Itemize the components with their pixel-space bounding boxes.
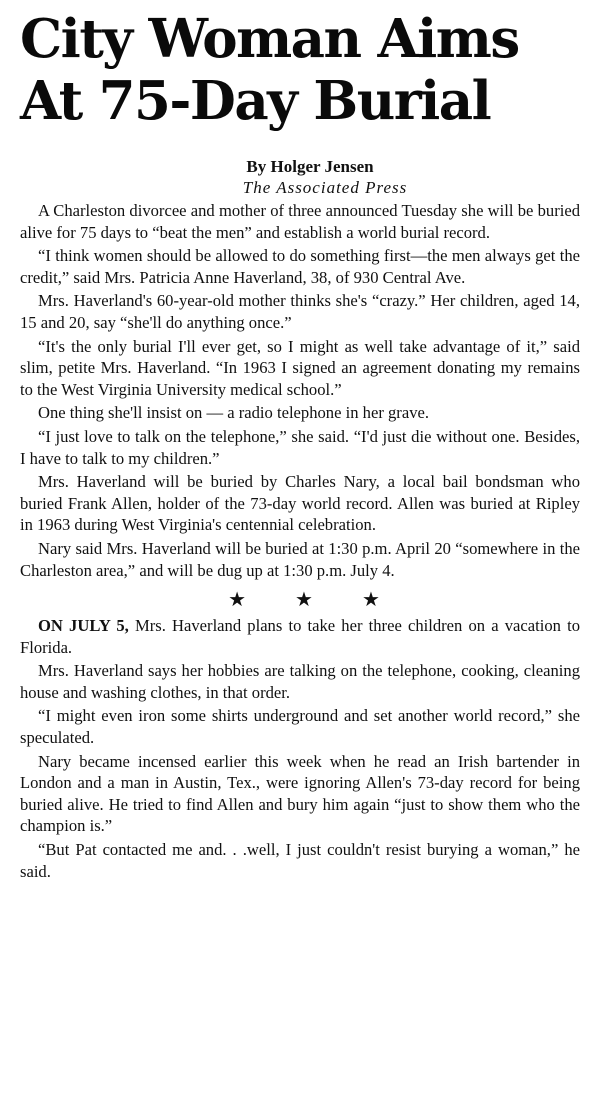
paragraph: Mrs. Haverland's 60-year-old mother thinks she's “crazy.” Her children, aged 14, 15 and 20, say “she'll do anything once.”	[20, 291, 580, 332]
paragraph: “I just love to talk on the telephone,” she said. “I'd just die without one. Besides, I have to talk to my children.”	[20, 426, 580, 468]
paragraph: Nary became incensed earlier this week when he read an Irish bartender in London and a man in Austin, Tex., were ignoring Allen's 73-day record for being buried alive. He tried to find Allen and bury him again “just to show them who the champion is.”	[20, 751, 580, 836]
paragraph: Mrs. Haverland will be buried by Charles Nary, a local bail bondsman who buried Frank Allen, holder of the 73-day world record. Allen was buried at Ripley in 1963 during West Virginia's centennial celebration.	[20, 472, 580, 535]
byline	[20, 156, 580, 198]
headline	[20, 8, 580, 132]
paragraph-text: Mrs. Haverland plans to take her three children on a vacation to Florida.	[20, 616, 581, 657]
section-lead-in: ON JULY 5,	[38, 616, 129, 636]
article-body	[20, 200, 580, 882]
headline-line-1: City Woman Aims	[20, 8, 519, 70]
paragraph: “I might even iron some shirts underground and set another world record,” she speculated.	[20, 706, 580, 748]
paragraph	[20, 615, 580, 658]
paragraph: Mrs. Haverland says her hobbies are talking on the telephone, cooking, cleaning house and washing clothes, in that order.	[20, 661, 580, 702]
byline-author: By Holger Jensen	[246, 157, 374, 176]
paragraph: A Charleston divorcee and mother of three announced Tuesday she will be buried alive for 75 days to “beat the men” and establish a world burial record.	[20, 201, 580, 242]
section-separator: ★ ★ ★	[228, 589, 402, 612]
paragraph: “It's the only burial I'll ever get, so I might as well take advantage of it,” said slim, petite Mrs. Haverland. “In 1963 I signed an agreement donating my remains to the West Virginia University medical school.”	[20, 336, 580, 399]
paragraph: Nary said Mrs. Haverland will be buried at 1:30 p.m. April 20 “somewhere in the Charleston area,” and will be dug up at 1:30 p.m. July 4.	[20, 538, 580, 580]
paragraph: “But Pat contacted me and. . .well, I just couldn't resist burying a woman,” he said.	[20, 840, 580, 881]
paragraph: “I think women should be allowed to do something first—the men always get the credit,” said Mrs. Patricia Anne Haverland, 38, of 930 Central Ave.	[20, 246, 580, 287]
paragraph: One thing she'll insist on — a radio telephone in her grave.	[38, 403, 430, 423]
headline-line-2: At 75-Day Burial	[20, 70, 491, 132]
byline-agency: The Associated Press	[242, 178, 408, 197]
